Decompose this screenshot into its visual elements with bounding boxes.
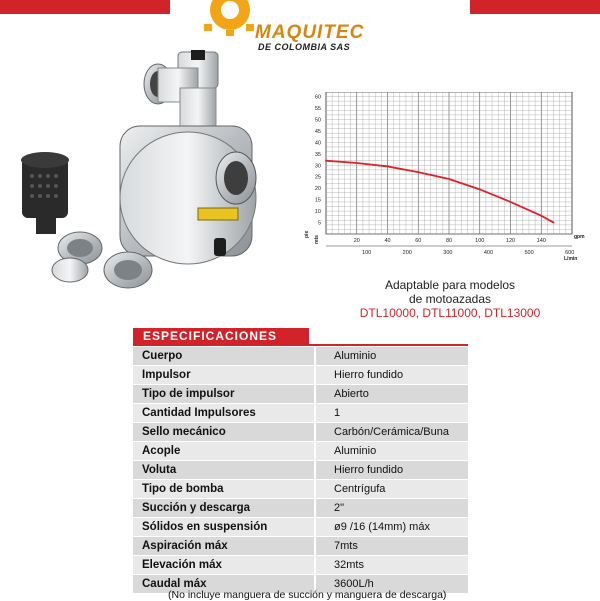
spec-value: Hierro fundido [316,366,468,384]
spec-label: Voluta [133,461,314,479]
spec-label: Tipo de impulsor [133,385,314,403]
spec-row [133,366,468,385]
spec-value: Centrígufa [316,480,468,498]
caption-line-2: de motoazadas [408,292,492,306]
y-tick-label: 30 [314,163,321,170]
y-tick-label: 5 [317,220,321,227]
spec-row [133,556,468,575]
spec-value: 32mts [316,556,468,574]
spec-value: 2" [316,499,468,517]
spec-label: Sello mecánico [133,423,314,441]
spec-row [133,404,468,423]
caption-line-1: Adaptable para modelos [384,278,516,292]
top-red-band-right [470,0,600,14]
spec-label: Caudal máx [133,575,314,593]
spec-label: Tipo de bomba [133,480,314,498]
specs-divider [133,344,468,346]
spec-label: Cantidad Impulsores [133,404,314,422]
x-tick-label: 100 [475,238,485,244]
x-tick-label: 60 [415,238,422,244]
compatibility-caption [340,278,560,320]
y-unit-a: pie [304,230,310,238]
top-red-band [0,0,170,14]
spec-row [133,385,468,404]
spec-label: Impulsor [133,366,314,384]
y-tick-label: 35 [314,151,321,158]
water-pump-image [8,48,298,298]
footnote: (No incluye manguera de succión y manguera de descarga) [168,589,447,601]
y-tick-label: 10 [314,209,321,216]
spec-label: Succión y descarga [133,499,314,517]
spec-value: ø9 /16 (14mm) máx [316,518,468,536]
x-secondary-tick-label: 200 [402,250,412,256]
y-tick-label: 20 [314,186,321,193]
pump-performance-chart [300,92,585,262]
y-tick-label: 50 [314,117,321,124]
spec-value: 7mts [316,537,468,555]
x-secondary-tick-label: 600 [565,250,575,256]
spec-value: Abierto [316,385,468,403]
x-tick-label: 80 [445,238,453,244]
spec-value: Aluminio [316,442,468,460]
gear-icon [204,0,254,36]
compatible-models: DTL10000, DTL11000, DTL13000 [359,306,541,320]
brand-subtitle: DE COLOMBIA SAS [258,42,351,52]
x-unit-secondary: L/min [564,256,578,262]
x-secondary-tick-label: 300 [443,250,453,256]
spec-label: Sólidos en suspensión [133,518,314,536]
spec-value: Carbón/Cerámica/Buna [316,423,468,441]
spec-row [133,518,468,537]
spec-value: 1 [316,404,468,422]
specs-table [133,347,468,594]
x-tick-label: 40 [384,238,391,244]
x-secondary-tick-label: 100 [362,250,372,256]
spec-value: Aluminio [316,347,468,365]
x-tick-label: 140 [536,238,546,244]
y-tick-label: 55 [314,106,321,113]
specs-title: ESPECIFICACIONES [133,328,309,344]
y-tick-label: 40 [314,140,321,147]
y-tick-label: 45 [314,128,321,135]
spec-row [133,480,468,499]
x-tick-label: 20 [353,238,360,244]
x-tick-label: 120 [505,238,516,244]
y-unit-b: mts [314,235,320,244]
y-tick-label: 25 [314,174,321,181]
spec-value: Hierro fundido [316,461,468,479]
spec-row [133,499,468,518]
spec-row [133,537,468,556]
spec-label: Aspiración máx [133,537,314,555]
spec-row [133,442,468,461]
x-secondary-tick-label: 500 [524,250,534,256]
brand-name: MAQUITEC [255,22,365,43]
spec-row [133,347,468,366]
y-tick-label: 15 [314,197,321,204]
spec-value: 3600L/h [316,575,468,593]
spec-row [133,461,468,480]
spec-label: Cuerpo [133,347,314,365]
x-secondary-tick-label: 400 [483,250,494,256]
spec-label: Elevación máx [133,556,314,574]
spec-row [133,423,468,442]
y-tick-label: 60 [314,94,321,101]
spec-label: Acople [133,442,314,460]
x-unit-primary: gpm [574,234,585,240]
